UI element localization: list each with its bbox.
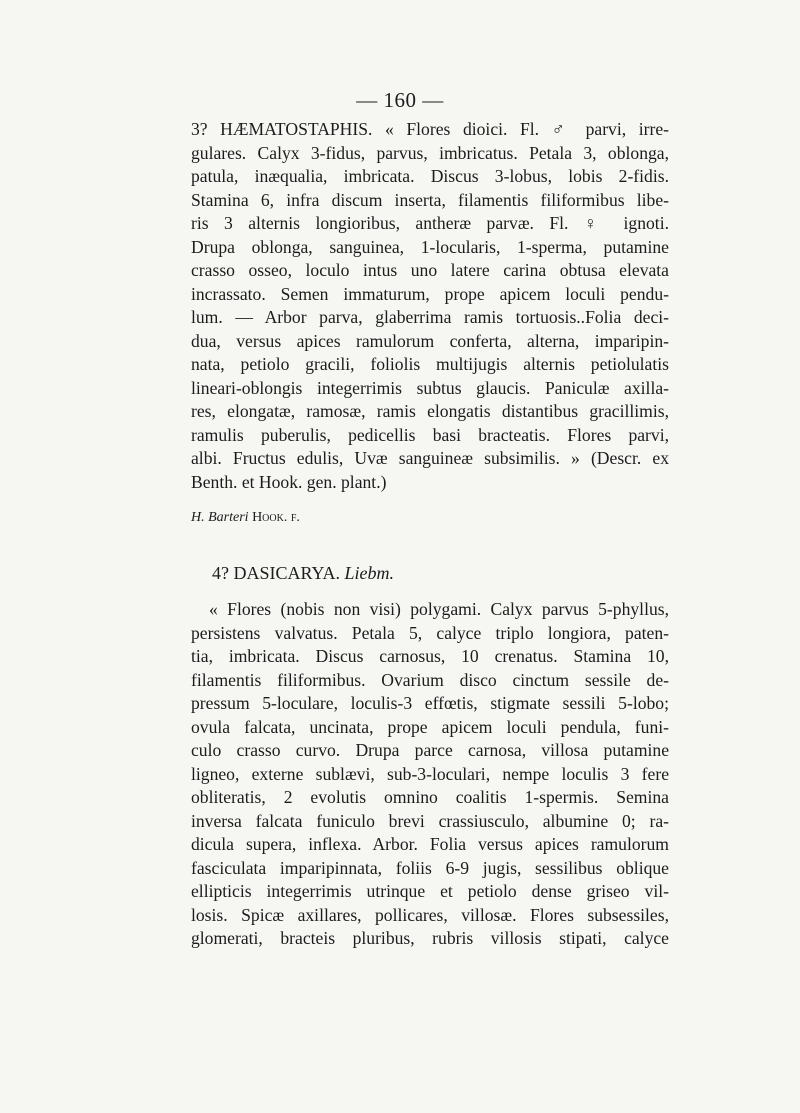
species-author: Hook. f. xyxy=(252,510,300,525)
text-line: patula, inæqualia, imbricata. Discus 3-lobus, lobis 2-fidis. xyxy=(191,166,669,186)
text-line: lineari-oblongis integerrimis subtus glaucis. Paniculæ axilla- xyxy=(191,377,669,398)
text-line: inversa falcata funiculo brevi crassiusculo, albumine 0; ra- xyxy=(191,810,669,831)
text-line: Benth. et Hook. gen. plant.) xyxy=(191,471,387,492)
text-line: dua, versus apices ramulorum conferta, alterna, imparipin- xyxy=(191,330,669,351)
text-line: fasciculata imparipinnata, foliis 6-9 jugis, sessilibus oblique xyxy=(191,857,669,878)
text-line: Drupa oblonga, sanguinea, 1-locularis, 1-sperma, putamine xyxy=(191,236,669,257)
page-number: — 160 — xyxy=(356,88,444,112)
text-line: persistens valvatus. Petala 5, calyce triplo longiora, paten- xyxy=(191,622,669,643)
text-line: Stamina 6, infra discum inserta, filamentis filiformibus libe- xyxy=(191,189,669,210)
text-line: albi. Fructus edulis, Uvæ sanguineæ subsimilis. » (Descr. ex xyxy=(191,448,669,468)
text-line: pressum 5-loculare, loculis-3 effœtis, stigmate sessili 5-lobo; xyxy=(191,693,669,713)
text-line: ovula falcata, uncinata, prope apicem loculi pendula, funi- xyxy=(191,716,669,737)
text-line: dicula supera, inflexa. Arbor. Folia versus apices ramulorum xyxy=(191,834,669,854)
species-entry xyxy=(191,510,300,526)
text-line: gulares. Calyx 3-fidus, parvus, imbricatus. Petala 3, oblonga, xyxy=(191,142,669,163)
text-line: ramulis puberulis, pedicellis basi bracteatis. Flores parvi, xyxy=(191,424,669,445)
genus-dasicarya-heading xyxy=(212,563,394,584)
text-line: lum. — Arbor parva, glaberrima ramis tortuosis..Folia deci- xyxy=(191,307,669,327)
species-name: H. Barteri xyxy=(191,510,249,525)
text-line: 3? HÆMATOSTAPHIS. « Flores dioici. Fl. ♂ parvi, irre- xyxy=(191,119,669,139)
text-line: ris 3 alternis longioribus, antheræ parvæ. Fl. ♀ ignoti. xyxy=(191,213,669,233)
text-line: « Flores (nobis non visi) polygami. Calyx parvus 5-phyllus, xyxy=(209,599,669,619)
text-line: losis. Spicæ axillares, pollicares, villosæ. Flores subsessiles, xyxy=(191,904,669,925)
text-line: incrassato. Semen immaturum, prope apicem loculi pendu- xyxy=(191,283,669,304)
text-line: res, elongatæ, ramosæ, ramis elongatis distantibus gracillimis, xyxy=(191,401,669,421)
genus-dasicarya-description xyxy=(191,598,669,951)
text-line: tia, imbricata. Discus carnosus, 10 crenatus. Stamina 10, xyxy=(191,646,669,666)
genus-author: Liebm. xyxy=(344,563,395,583)
genus-title: 4? DASICARYA. xyxy=(212,563,341,583)
text-line: obliteratis, 2 evolutis omnino coalitis 1-spermis. Semina xyxy=(191,787,669,807)
text-line: culo crasso curvo. Drupa parce carnosa, villosa putamine xyxy=(191,740,669,760)
text-line: glomerati, bracteis pluribus, rubris villosis stipati, calyce xyxy=(191,928,669,948)
text-line: ellipticis integerrimis utrinque et petiolo dense griseo vil- xyxy=(191,881,669,901)
text-line: ligneo, externe sublævi, sub-3-loculari, nempe loculis 3 fere xyxy=(191,763,669,784)
text-line: nata, petiolo gracili, foliolis multijugis alternis petiolulatis xyxy=(191,354,669,374)
text-line: crasso osseo, loculo intus uno latere carina obtusa elevata xyxy=(191,260,669,280)
text-line: filamentis filiformibus. Ovarium disco cinctum sessile de- xyxy=(191,669,669,690)
genus-haematostaphis-description xyxy=(191,118,669,494)
